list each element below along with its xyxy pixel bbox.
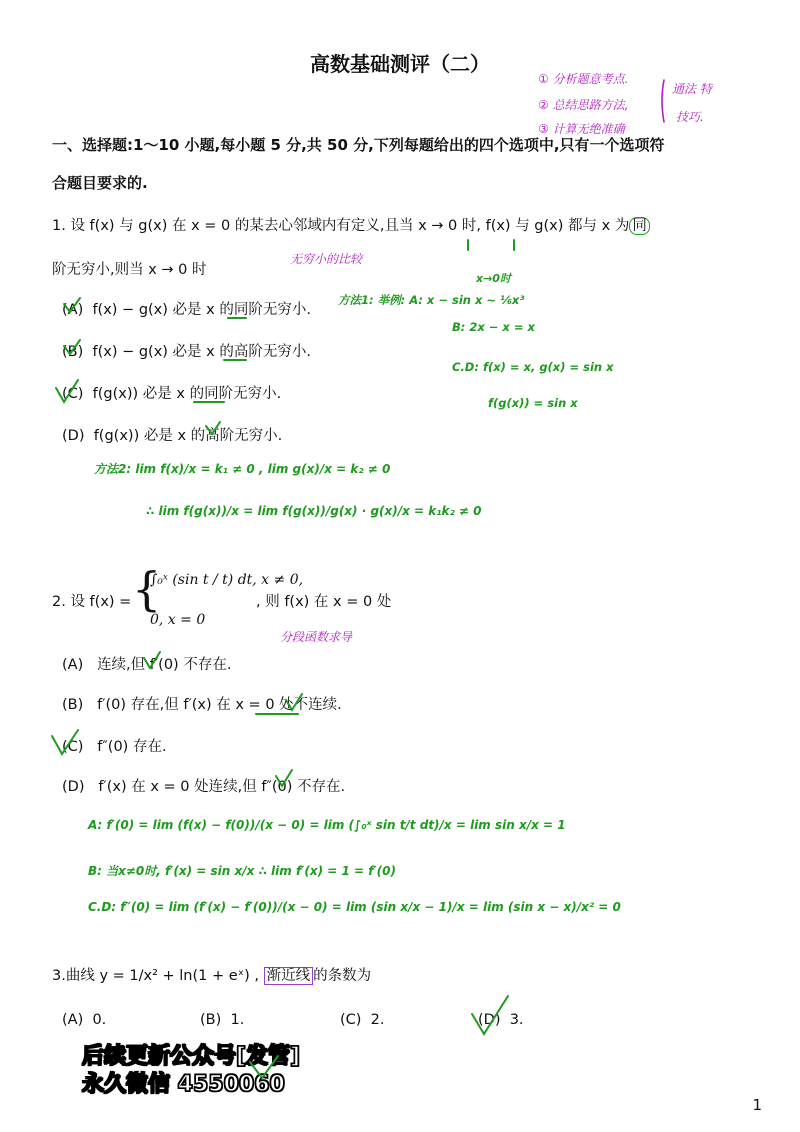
- page-title: 高数基础测评（二）: [310, 52, 490, 76]
- q2-case-1: ∫₀ˣ (sin t / t) dt, x ≠ 0,: [150, 572, 304, 588]
- q1-stem-line2: 阶无穷小,则当 x → 0 时: [52, 262, 207, 278]
- watermark-line-1: 后续更新公众号[发管]: [82, 1044, 301, 1069]
- option-text: f(g(x)) 必是 x 的同阶无穷小.: [92, 386, 282, 402]
- note-general-method: 通法 特: [672, 82, 712, 96]
- note-x-to-0: x→0时: [476, 272, 511, 285]
- note-step-2: ② 总结思路方法,: [538, 98, 629, 112]
- option-label: (A): [62, 1012, 84, 1028]
- check-mark-q1a: [64, 298, 80, 312]
- option-text: 3.: [509, 1012, 524, 1028]
- check-mark-watermark: [250, 1056, 278, 1078]
- check-mark-q2d: [276, 770, 292, 786]
- note-infinitesimal-compare: 无穷小的比较: [290, 252, 363, 266]
- watermark-line-2: 永久微信 4550060: [82, 1072, 285, 1097]
- section-heading-line1: 一、选择题:1～10 小题,每小题 5 分,共 50 分,下列每题给出的四个选项中,只有一个选项符: [52, 136, 665, 154]
- q1-stem-text: 1. 设 f(x) 与 g(x) 在 x = 0 的某去心邻域内有定义,且当 x → 0 时, f(x) 与 g(x) 都与 x 为: [52, 218, 630, 234]
- note-q2-b: B: 当x≠0时, f′(x) = sin x/x ∴ lim f′(x) = 1 = f′(0): [88, 864, 396, 878]
- q1-stem-boxed-word: 同: [629, 217, 650, 235]
- option-label: (A): [62, 657, 84, 673]
- note-step-3: ③ 计算无绝准确: [538, 122, 625, 136]
- option-text: 连续,但 f′(0) 不存在.: [97, 657, 232, 673]
- q2-piecewise-brace: {: [132, 562, 162, 616]
- option-text: 0.: [92, 1012, 107, 1028]
- option-text: 1.: [230, 1012, 245, 1028]
- option-label: (C): [340, 1012, 362, 1028]
- check-mark-q1c: [56, 380, 78, 402]
- q2-case-2: 0, x = 0: [150, 612, 206, 628]
- purple-bracket: [662, 80, 664, 122]
- option-label: (D): [62, 779, 85, 795]
- note-step-1: ① 分析题意考点.: [538, 72, 629, 86]
- option-label: (D): [478, 1012, 501, 1028]
- check-mark-q1d: [206, 422, 220, 434]
- note-piecewise-derivative: 分段函数求导: [280, 630, 353, 644]
- option-text: 2.: [370, 1012, 385, 1028]
- section-heading-line2: 合题目要求的.: [52, 174, 148, 192]
- option-text: f(x) − g(x) 必是 x 的高阶无穷小.: [92, 344, 311, 360]
- check-mark-q2c: [52, 730, 78, 754]
- note-method2-limits: 方法2: lim f(x)/x = k₁ ≠ 0 , lim g(x)/x = k₂ ≠ 0: [94, 462, 391, 476]
- option-label: (D): [62, 428, 85, 444]
- q3-boxed-asymptote: 渐近线: [264, 967, 314, 985]
- option-text: f(g(x)) 必是 x 的高阶无穷小.: [93, 428, 283, 444]
- option-label: (C): [62, 386, 84, 402]
- option-text: f′(x) 在 x = 0 处连续,但 f″(0) 不存在.: [98, 779, 346, 795]
- q3-stem-suffix: 的条数为: [313, 968, 372, 984]
- check-mark-q3d: [472, 996, 508, 1034]
- option-label: (A): [62, 302, 84, 318]
- note-method1-b: B: 2x − x = x: [452, 320, 535, 334]
- option-label: (B): [62, 344, 84, 360]
- check-mark-q2a: [144, 652, 160, 668]
- option-label: (B): [200, 1012, 222, 1028]
- note-q2-cd: C.D: f″(0) = lim (f′(x) − f′(0))/(x − 0) = lim (sin x/x − 1)/x = lim (sin x − x)/x² = 0: [88, 900, 621, 914]
- option-label: (B): [62, 697, 84, 713]
- note-technique: 技巧.: [676, 110, 704, 124]
- page-number: 1: [752, 1096, 762, 1114]
- check-mark-q2b: [286, 694, 302, 710]
- q2-stem-suffix: , 则 f(x) 在 x = 0 处: [256, 594, 392, 610]
- note-method1-cd: C.D: f(x) = x, g(x) = sin x: [452, 360, 614, 374]
- option-text: f(x) − g(x) 必是 x 的同阶无穷小.: [92, 302, 311, 318]
- option-text: f″(0) 存在.: [97, 739, 167, 755]
- check-mark-q1b: [64, 340, 80, 354]
- option-text: f′(0) 存在,但 f′(x) 在 x = 0 处不连续.: [97, 697, 342, 713]
- option-label: (C): [62, 739, 84, 755]
- note-method1-example: 方法1: 举例: A: x − sin x ~ ⅙x³: [338, 293, 525, 307]
- note-method1-fg: f(g(x)) = sin x: [488, 396, 578, 410]
- q3-stem-prefix: 3.曲线 y = 1/x² + ln(1 + eˣ) ,: [52, 968, 259, 984]
- note-q2-a: A: f′(0) = lim (f(x) − f(0))/(x − 0) = lim (∫₀ˣ sin t/t dt)/x = lim sin x/x = 1: [88, 818, 566, 832]
- q2-stem-prefix: 2. 设 f(x) =: [52, 594, 132, 610]
- note-method2-conclusion: ∴ lim f(g(x))/x = lim f(g(x))/g(x) · g(x)/x = k₁k₂ ≠ 0: [146, 504, 482, 518]
